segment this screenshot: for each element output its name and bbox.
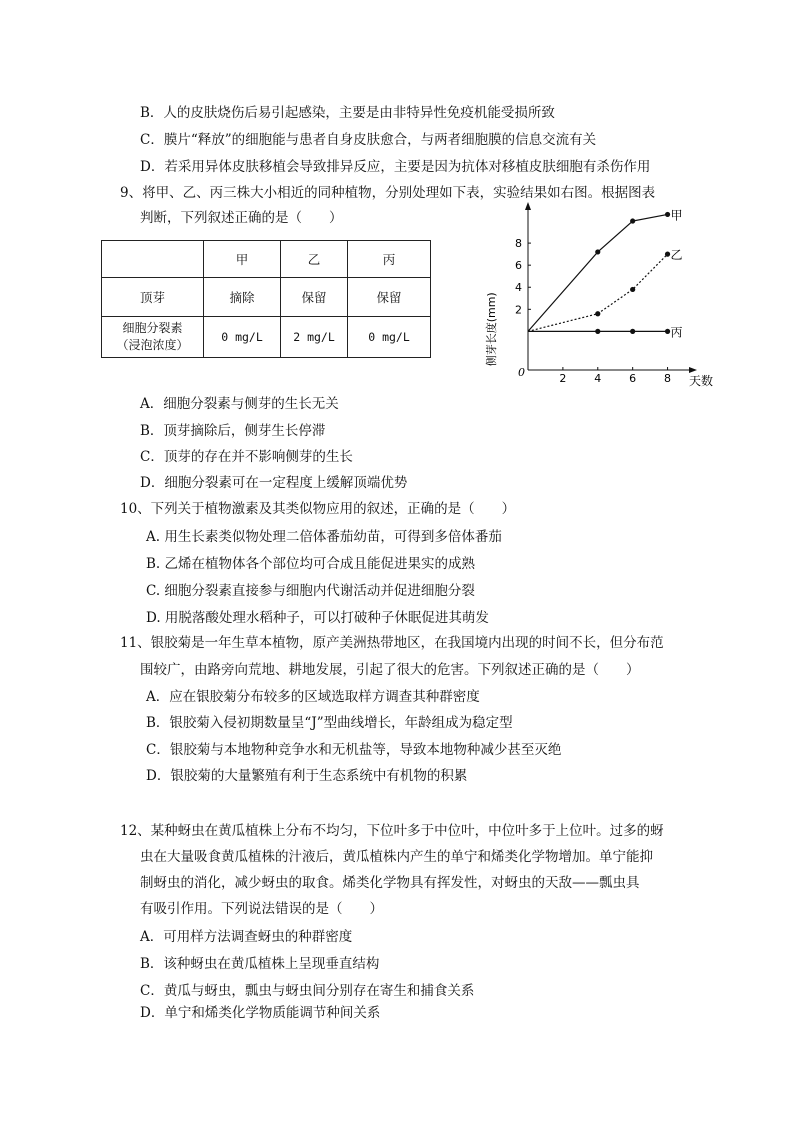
q10-option-a: A. 用生长素类似物处理二倍体番茄幼苗，可得到多倍体番茄 — [146, 529, 502, 545]
q12-stem-line3: 制蚜虫的消化，减少蚜虫的取食。烯类化学物具有挥发性，对蚜虫的天敌——瓢虫具 — [140, 875, 640, 891]
q10-option-b: B. 乙烯在植物体各个部位均可合成且能促进果实的成熟 — [146, 556, 476, 572]
q9-growth-chart — [480, 200, 714, 400]
q11-option-c: C．银胶菊与本地物种竞争水和无机盐等，导致本地物种减少甚至灭绝 — [146, 742, 562, 758]
table-cell: 0 mg/L — [204, 317, 281, 358]
series-label: 甲 — [670, 208, 683, 223]
q9-option-d: D．细胞分裂素可在一定程度上缓解顶端优势 — [140, 475, 408, 491]
q10-option-c: C. 细胞分裂素直接参与细胞内代谢活动并促进细胞分裂 — [146, 583, 475, 599]
q8-option-b: B．人的皮肤烧伤后易引起感染，主要是由非特异性免疫机能受损所致 — [140, 105, 555, 121]
x-tick-label: 4 — [594, 372, 602, 385]
q9-stem-line2: 判断，下列叙述正确的是（ ） — [140, 210, 343, 226]
row-label-line2: （浸泡浓度） — [116, 338, 189, 352]
q9-option-a: A．细胞分裂素与侧芽的生长无关 — [140, 396, 339, 412]
q12-stem-line1: 12、某种蚜虫在黄瓜植株上分布不均匀，下位叶多于中位叶，中位叶多于上位叶。过多的蚜 — [120, 823, 664, 839]
table-cell: 保留 — [281, 278, 348, 317]
table-header-row — [102, 241, 431, 278]
data-point — [595, 329, 600, 334]
q9-treatment-table — [101, 240, 431, 358]
x-tick-label: 2 — [559, 372, 567, 385]
data-point — [630, 329, 635, 334]
x-tick-label: 8 — [664, 372, 672, 385]
q12-stem-line2: 虫在大量吸食黄瓜植株的汁液后，黄瓜植株内产生的单宁和烯类化学物增加。单宁能抑 — [140, 849, 653, 865]
table-cell — [102, 241, 204, 278]
q11-stem-line1: 11、银胶菊是一年生草本植物，原产美洲热带地区，在我国境内出现的时间不长，但分布范 — [120, 635, 664, 651]
data-point — [630, 287, 635, 292]
q9-stem-line1: 9、将甲、乙、丙三株大小相近的同种植物，分别处理如下表，实验结果如右图。根据图表 — [120, 185, 656, 201]
data-point — [665, 252, 670, 257]
data-point — [630, 218, 635, 223]
q8-option-d: D．若采用异体皮肤移植会导致排异反应，主要是因为抗体对移植皮肤细胞有杀伤作用 — [140, 159, 651, 175]
origin-label: 0 — [518, 366, 525, 379]
table-row — [102, 317, 431, 358]
data-point — [665, 212, 670, 217]
series-label: 乙 — [670, 248, 683, 263]
q9-option-b: B．顶芽摘除后，侧芽生长停滞 — [140, 423, 326, 439]
q12-option-d: D．单宁和烯类化学物质能调节种间关系 — [140, 1005, 381, 1021]
table-header-cell: 丙 — [348, 241, 431, 278]
q8-option-c: C．膜片“释放”的细胞能与患者自身皮肤愈合，与两者细胞膜的信息交流有关 — [140, 132, 597, 148]
q12-stem-line4: 有吸引作用。下列说法错误的是（ ） — [140, 901, 383, 917]
data-point — [595, 249, 600, 254]
data-point — [595, 311, 600, 316]
q12-option-c: C．黄瓜与蚜虫，瓢虫与蚜虫间分别存在寄生和捕食关系 — [140, 983, 475, 999]
table-row — [102, 278, 431, 317]
row-label-line1: 细胞分裂素 — [122, 321, 183, 335]
y-tick-label: 8 — [515, 237, 522, 251]
y-axis-label: 侧芽长度(mm) — [485, 292, 498, 367]
series-line-2 — [528, 254, 668, 331]
q10-stem: 10、下列关于植物激素及其类似物应用的叙述，正确的是（ ） — [120, 501, 516, 517]
table-cell: 2 mg/L — [281, 317, 348, 358]
q12-option-b: B．该种蚜虫在黄瓜植株上呈现垂直结构 — [140, 956, 380, 972]
series-label: 丙 — [670, 325, 683, 340]
q9-option-c: C．顶芽的存在并不影响侧芽的生长 — [140, 449, 353, 465]
table-header-cell: 甲 — [204, 241, 281, 278]
q11-stem-line2: 围较广，由路旁向荒地、耕地发展，引起了很大的危害。下列叙述正确的是（ ） — [140, 662, 640, 678]
q11-option-a: A．应在银胶菊分布较多的区域选取样方调查其种群密度 — [146, 689, 480, 705]
row-label: 顶芽 — [102, 278, 204, 317]
y-tick-label: 2 — [515, 303, 522, 317]
y-tick-label: 4 — [515, 281, 522, 295]
table-cell: 摘除 — [204, 278, 281, 317]
table-header-cell: 乙 — [281, 241, 348, 278]
data-point — [665, 329, 670, 334]
row-label — [102, 317, 204, 358]
x-tick-label: 6 — [629, 372, 637, 385]
q11-option-b: B．银胶菊入侵初期数量呈“J”型曲线增长，年龄组成为稳定型 — [146, 715, 513, 731]
table-cell: 0 mg/L — [348, 317, 431, 358]
q12-option-a: A．可用样方法调查蚜虫的种群密度 — [140, 929, 353, 945]
y-tick-label: 6 — [515, 259, 522, 273]
q10-option-d: D. 用脱落酸处理水稻种子，可以打破种子休眠促进其萌发 — [146, 610, 489, 626]
x-axis-label: 天数 — [689, 374, 714, 388]
q11-option-d: D．银胶菊的大量繁殖有利于生态系统中有机物的积累 — [146, 768, 468, 784]
table-cell: 保留 — [348, 278, 431, 317]
